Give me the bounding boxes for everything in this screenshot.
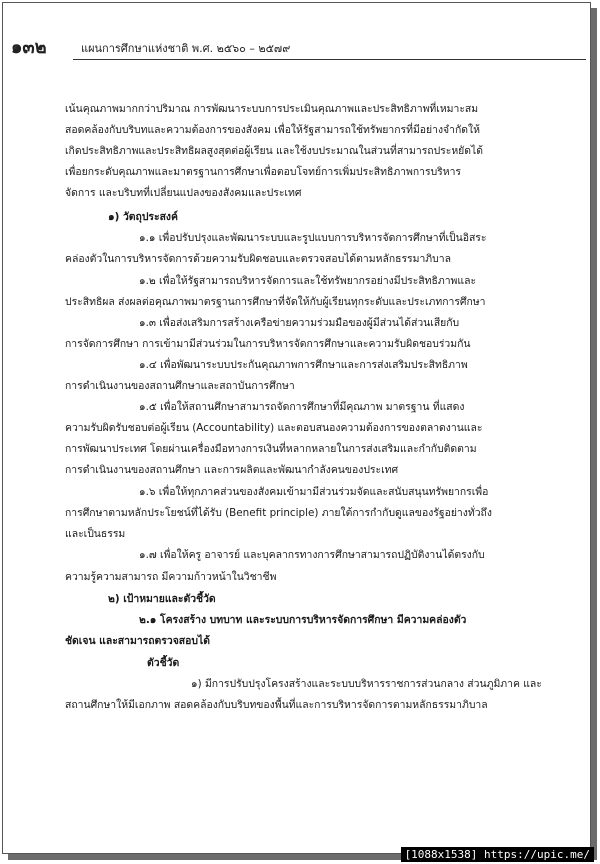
- header-title: แผนการศึกษาแห่งชาติ พ.ศ. ๒๕๖๐ – ๒๕๗๙: [81, 42, 291, 55]
- page-number: ๑๓๒: [11, 37, 47, 58]
- text-line: และเป็นธรรม: [65, 528, 126, 540]
- text-line: สอดคล้องกับบริบทและความต้องการของสังคม เพื่อให้รัฐสามารถใช้ทรัพยากรที่มีอย่างจำกัดให้: [65, 124, 480, 136]
- text-line: เกิดประสิทธิภาพและประสิทธิผลสูงสุดต่อผู้เรียน และใช้งบประมาณในส่วนที่สามารถประหยัดได้: [65, 145, 483, 157]
- text-line: การจัดการศึกษา การเข้ามามีส่วนร่วมในการบริหารจัดการศึกษาและความรับผิดชอบร่วมกัน: [65, 338, 471, 350]
- text-line: ๒) เป้าหมายและตัวชี้วัด: [108, 593, 216, 605]
- text-line: ๑.๔ เพื่อพัฒนาระบบประกันคุณภาพการศึกษาและการส่งเสริมประสิทธิภาพ: [139, 359, 468, 371]
- watermark: [1088x1538] https://upic.me/: [401, 847, 594, 862]
- text-line: การดำเนินงานของสถานศึกษาและสถาบันการศึกษา: [65, 380, 295, 392]
- text-line: ความรับผิดรับชอบต่อผู้เรียน (Accountability) และตอบสนองความต้องการของตลาดงานและ: [65, 422, 483, 434]
- text-line: ๑.๒ เพื่อให้รัฐสามารถบริหารจัดการและใช้ทรัพยากรอย่างมีประสิทธิภาพและ: [139, 275, 477, 287]
- text-line: ๒.๑ โครงสร้าง บทบาท และระบบการบริหารจัดการศึกษา มีความคล่องตัว: [139, 614, 467, 626]
- text-line: ๑.๖ เพื่อให้ทุกภาคส่วนของสังคมเข้ามามีส่วนร่วมจัดและสนับสนุนทรัพยากรเพื่อ: [139, 486, 489, 498]
- text-line: การพัฒนาประเทศ โดยผ่านเครื่องมือทางการเงินที่หลากหลายในการส่งเสริมและกำกับติดตาม: [65, 443, 477, 455]
- document-page: [2, 2, 591, 854]
- text-line: สถานศึกษาให้มีเอกภาพ สอดคล้องกับบริบทของพื้นที่และการบริหารจัดการตามหลักธรรมาภิบาล: [65, 699, 488, 711]
- text-line: เพื่อยกระดับคุณภาพและมาตรฐานการศึกษาเพื่อตอบโจทย์การเพิ่มประสิทธิภาพการบริหาร: [65, 166, 462, 178]
- text-line: ชัดเจน และสามารถตรวจสอบได้: [65, 635, 210, 647]
- text-line: การดำเนินงานของสถานศึกษา และการผลิตและพัฒนากำลังคนของประเทศ: [65, 464, 399, 476]
- text-line: คล่องตัวในการบริหารจัดการด้วยความรับผิดชอบและตรวจสอบได้ตามหลักธรรมาภิบาล: [65, 253, 451, 265]
- page-shadow-right: [591, 8, 597, 856]
- text-line: เน้นคุณภาพมากกว่าปริมาณ การพัฒนาระบบการประเมินคุณภาพและประสิทธิภาพที่เหมาะสม: [65, 103, 479, 115]
- text-line: ๑) มีการปรับปรุงโครงสร้างและระบบบริหารราชการส่วนกลาง ส่วนภูมิภาค และ: [191, 678, 542, 690]
- text-line: การศึกษาตามหลักประโยชน์ที่ได้รับ (Benefit principle) ภายใต้การกำกับดูแลของรัฐอย่างทั่วถึง: [65, 507, 492, 519]
- text-line: ตัวชี้วัด: [147, 657, 180, 669]
- text-line: จัดการ และบริบทที่เปลี่ยนแปลงของสังคมและประเทศ: [65, 187, 302, 199]
- text-line: ๑.๑ เพื่อปรับปรุงและพัฒนาระบบและรูปแบบการบริหารจัดการศึกษาที่เป็นอิสระ: [139, 232, 487, 244]
- text-line: ประสิทธิผล ส่งผลต่อคุณภาพมาตรฐานการศึกษาที่จัดให้กับผู้เรียนทุกระดับและประเภทการศึกษา: [65, 296, 486, 308]
- text-line: ความรู้ความสามารถ มีความก้าวหน้าในวิชาชีพ: [65, 571, 277, 583]
- header-rule: [73, 59, 586, 60]
- text-line: ๑.๗ เพื่อให้ครู อาจารย์ และบุคลากรทางการศึกษาสามารถปฏิบัติงานได้ตรงกับ: [139, 549, 485, 561]
- text-line: ๑.๓ เพื่อส่งเสริมการสร้างเครือข่ายความร่วมมือของผู้มีส่วนได้ส่วนเสียกับ: [139, 317, 460, 329]
- page-header: [11, 35, 586, 61]
- text-line: ๑) วัตถุประสงค์: [108, 211, 178, 223]
- text-line: ๑.๕ เพื่อให้สถานศึกษาสามารถจัดการศึกษาที่มีคุณภาพ มาตรฐาน ที่แสดง: [139, 401, 465, 413]
